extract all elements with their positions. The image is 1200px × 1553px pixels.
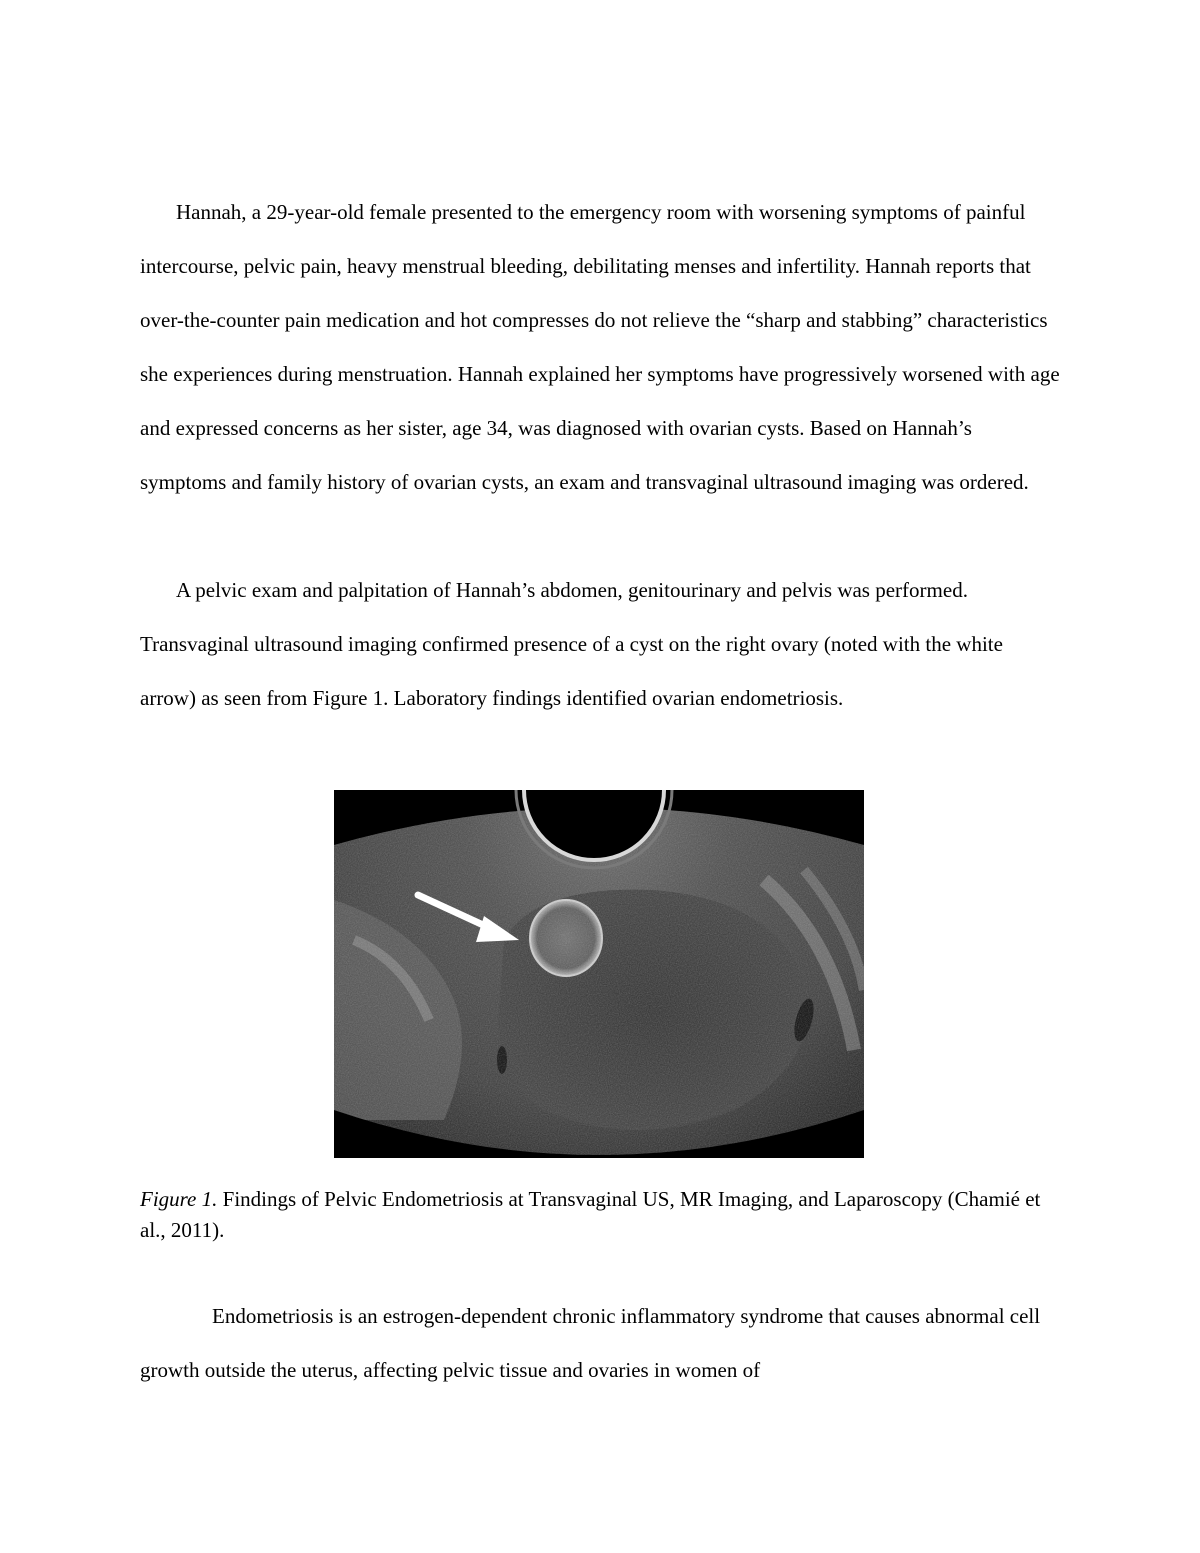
paragraph-case-presentation: Hannah, a 29-year-old female presented to the emergency room with worsening symptoms of painful intercourse, pelvic pain, heavy menstrual bleeding, debilitating menses and infertility. Hannah reports that over-the-counter pain medication and hot compresses do not relieve the “sharp and stabbing” characteristics she experiences during menstruation. Hannah explained her symptoms have progressively worsened with age and expressed concerns as her sister, age 34, was diagnosed with ovarian cysts. Based on Hannah’s symptoms and family history of ovarian cysts, an exam and transvaginal ultrasound imaging was ordered. — [140, 200, 1060, 494]
figure-caption — [140, 1184, 1060, 1246]
ultrasound-figure — [334, 790, 864, 1158]
paragraph-endometriosis-definition: Endometriosis is an estrogen-dependent chronic inflammatory syndrome that causes abnormal cell growth outside the uterus, affecting pelvic tissue and ovaries in women of — [140, 1304, 1041, 1382]
paragraph-exam-findings: A pelvic exam and palpitation of Hannah’s abdomen, genitourinary and pelvis was performed. Transvaginal ultrasound imaging confirmed presence of a cyst on the right ovary (noted with the white arrow) as seen from Figure 1. Laboratory findings identified ovarian endometriosis. — [140, 578, 1003, 710]
figure-caption-text: Findings of Pelvic Endometriosis at Transvaginal US, MR Imaging, and Laparoscopy (Chamié et al., 2011). — [140, 1187, 1041, 1242]
ultrasound-image — [334, 790, 864, 1158]
figure-caption-label: Figure 1. — [140, 1187, 218, 1211]
